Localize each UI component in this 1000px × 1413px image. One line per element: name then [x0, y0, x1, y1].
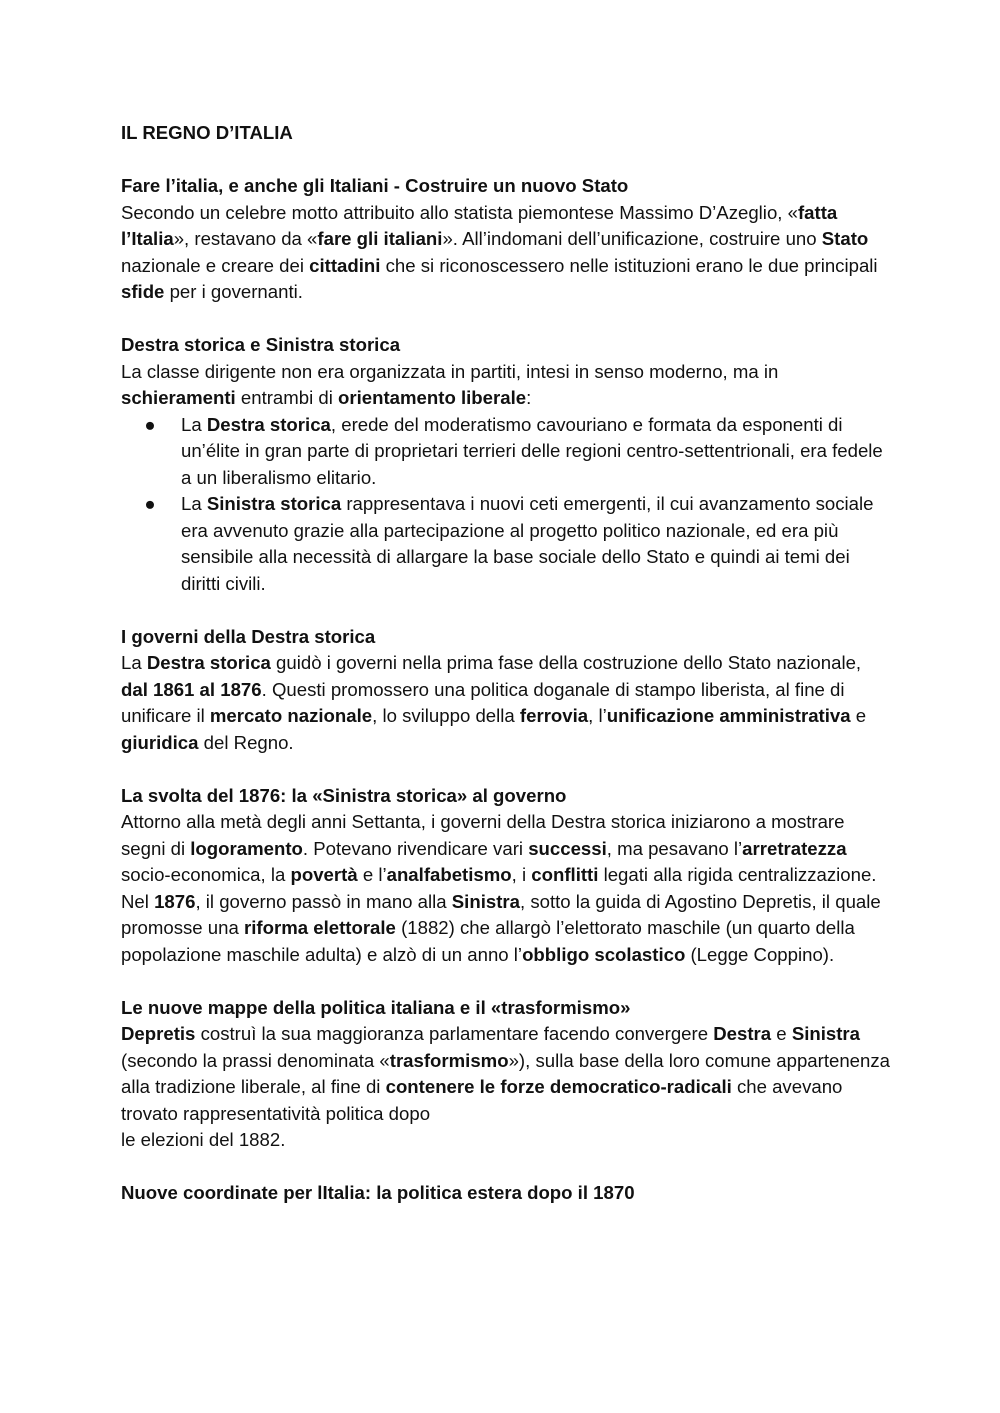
text-run: del Regno.	[198, 731, 294, 753]
text-run: nazionale e creare dei	[121, 254, 310, 276]
text-run: le elezioni del 1882.	[121, 1129, 286, 1150]
text-run: (Legge Coppino).	[685, 943, 835, 965]
bold-text: Destra storica	[206, 413, 331, 435]
text-run: , ma pesavano l’	[606, 837, 743, 859]
bold-text: 1876	[154, 890, 196, 912]
bold-text: logoramento	[190, 837, 303, 859]
section-heading: Le nuove mappe della politica italiana e il «trasformismo»	[121, 996, 631, 1018]
bold-text: sfide	[121, 281, 165, 302]
text-run: Secondo un celebre motto attribuito allo statista piemontese Massimo D’Azeglio, «	[121, 201, 798, 223]
sections-container	[121, 147, 891, 1207]
bold-text: contenere le forze democratico-radicali	[385, 1076, 732, 1097]
bold-text: analfabetismo	[386, 864, 512, 885]
text-run: socio-economica, la	[121, 864, 291, 885]
text-run: . Questi promossero una politica doganale di stampo liberista, al fine di unificare il	[121, 678, 845, 726]
section-heading: Fare l’italia, e anche gli Italiani - Costruire un nuovo Stato	[121, 175, 629, 196]
section	[121, 783, 891, 969]
bold-text: fatta l’Italia	[121, 201, 838, 249]
section-spacer	[121, 597, 891, 624]
bold-text: conflitti	[531, 864, 599, 885]
text-run: », restavano da «	[173, 228, 318, 249]
section-spacer	[121, 147, 891, 174]
bold-text: schieramenti	[121, 387, 236, 408]
section	[121, 624, 891, 757]
bold-text: ferrovia	[519, 705, 589, 726]
bold-text: Sinistra	[451, 890, 520, 912]
bullet-icon: ●	[144, 493, 156, 514]
text-run: La	[181, 413, 207, 435]
text-run: , i	[511, 864, 532, 885]
bold-text: unificazione amministrativa	[606, 705, 851, 726]
bold-text: dal 1861 al 1876	[121, 678, 262, 700]
text-run: , erede del moderatismo cavouriano e formata da esponenti di un’élite in gran parte di proprietari terrieri delle regioni centro-settentrionali, era fedele a un liberalismo elitario.	[181, 413, 883, 488]
paragraph	[121, 650, 891, 756]
section-heading: I governi della Destra storica	[121, 625, 376, 647]
bullet-list	[121, 412, 891, 598]
text-run: La	[121, 652, 147, 673]
paragraph	[121, 359, 891, 412]
section	[121, 1180, 891, 1207]
text-run: , sotto la guida di Agostino Depretis, il quale promosse una	[121, 890, 881, 938]
text-run: (1882) che allargò l’elettorato maschile (un quarto della popolazione maschile adulta) e alzò di un anno l’	[121, 917, 855, 965]
bold-text: cittadini	[309, 254, 381, 276]
text-run: La classe dirigente non era organizzata in partiti, intesi in senso moderno, ma in	[121, 360, 779, 382]
bold-text: trasformismo	[389, 1049, 509, 1071]
document-body	[121, 120, 891, 1207]
text-run: costruì la sua maggioranza parlamentare facendo convergere	[195, 1023, 714, 1044]
text-run: e	[771, 1023, 792, 1044]
section-spacer	[121, 306, 891, 333]
text-run: Attorno alla metà degli anni Settanta, i governi della Destra storica iniziarono a mostrare segni di	[121, 811, 845, 859]
bold-text: riforma elettorale	[244, 917, 396, 938]
text-run: (secondo la prassi denominata «	[121, 1049, 390, 1071]
text-run: La	[181, 493, 207, 514]
section	[121, 332, 891, 597]
bold-text: Sinistra storica	[206, 493, 342, 514]
text-run: guidò i governi nella prima fase della costruzione dello Stato nazionale,	[270, 652, 862, 673]
text-run: per i governanti.	[164, 281, 303, 302]
bold-text: Depretis	[121, 1023, 196, 1044]
text-run: legati alla rigida centralizzazione.	[598, 864, 877, 885]
section-heading: La svolta del 1876: la «Sinistra storica» al governo	[121, 784, 567, 806]
paragraph	[121, 1021, 891, 1154]
text-run: . Potevano rivendicare vari	[302, 837, 529, 859]
text-run: entrambi di	[235, 387, 339, 408]
section-spacer	[121, 756, 891, 783]
list-item	[121, 491, 891, 597]
bold-text: povertà	[290, 864, 358, 885]
bold-text: Destra storica	[146, 652, 271, 673]
text-run: :	[526, 387, 532, 408]
section-spacer	[121, 1154, 891, 1181]
text-run: rappresentava i nuovi ceti emergenti, il cui avanzamento sociale era avvenuto grazie alla partecipazione al progetto politico nazionale, ed era più sensibile alla necessità di allargare la base sociale dello Stato e quindi ai temi dei diritti civili.	[181, 493, 874, 594]
text-run: che si riconoscessero nelle istituzioni erano le due principali	[380, 254, 878, 276]
bold-text: mercato nazionale	[209, 705, 373, 726]
bold-text: Sinistra	[791, 1023, 861, 1044]
text-run: , lo sviluppo della	[372, 705, 520, 726]
bold-text: orientamento liberale	[338, 387, 527, 408]
text-run: e l’	[357, 864, 387, 885]
section	[121, 173, 891, 306]
section-heading: Nuove coordinate per lItalia: la politica estera dopo il 1870	[121, 1182, 635, 1203]
bold-text: Stato	[821, 228, 869, 249]
document-title: IL REGNO D’ITALIA	[121, 122, 293, 143]
paragraph	[121, 889, 891, 969]
text-run: , l’	[588, 705, 607, 726]
bold-text: giuridica	[121, 731, 199, 753]
section	[121, 995, 891, 1154]
section-spacer	[121, 968, 891, 995]
text-run: »), sulla base della loro comune appartenenza alla tradizione liberale, al fine di	[121, 1049, 890, 1097]
text-run: Nel	[121, 890, 155, 912]
text-run: e	[850, 705, 867, 726]
bold-text: arretratezza	[742, 837, 847, 859]
text-run: , il governo passò in mano alla	[195, 890, 452, 912]
section-heading: Destra storica e Sinistra storica	[121, 334, 401, 355]
list-item	[121, 412, 891, 492]
bullet-icon: ●	[144, 413, 156, 435]
text-run: che avevano trovato rappresentatività politica dopo	[121, 1076, 843, 1124]
bold-text: successi	[528, 837, 607, 859]
bold-text: fare gli italiani	[317, 228, 443, 249]
bold-text: Destra	[713, 1023, 772, 1044]
paragraph	[121, 200, 891, 306]
bold-text: obbligo scolastico	[522, 943, 686, 965]
paragraph	[121, 809, 891, 889]
text-run: ». All’indomani dell’unificazione, costruire uno	[442, 228, 822, 249]
